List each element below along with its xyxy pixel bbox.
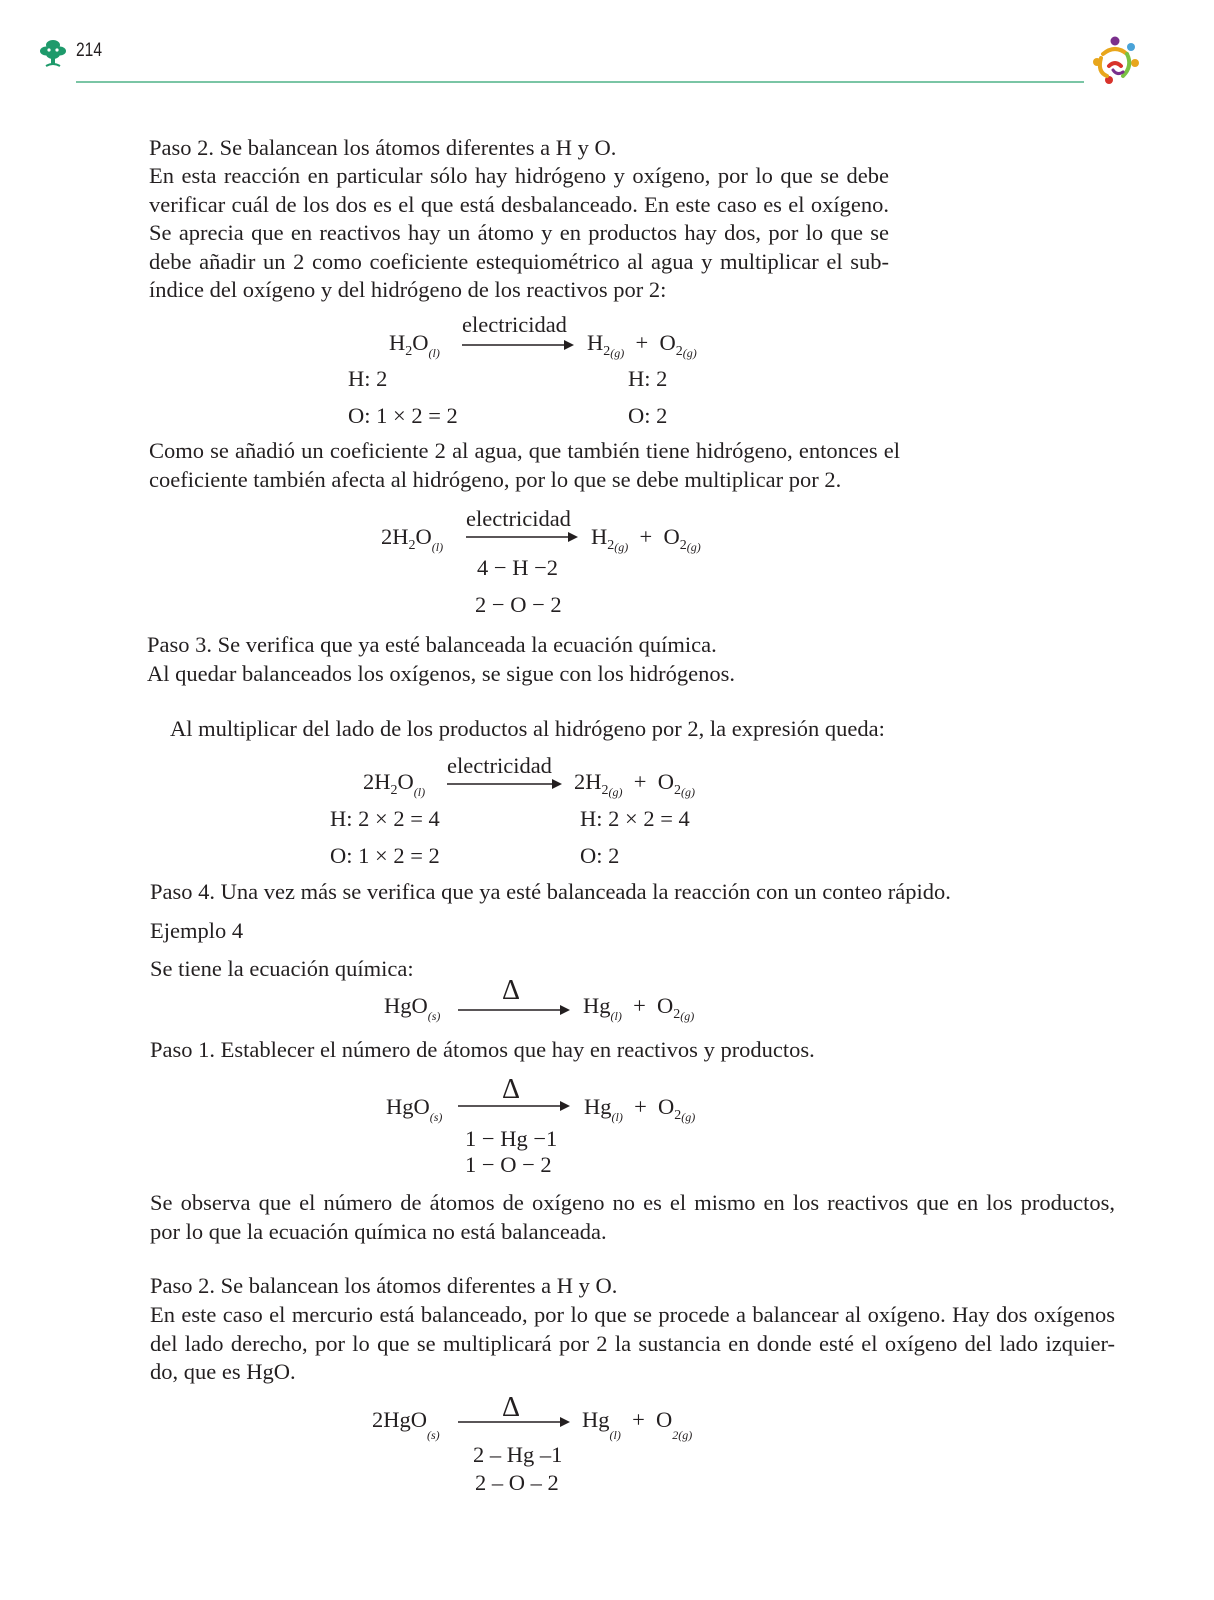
count-o-left: O: 1 × 2 = 2 [348,403,458,428]
text-line: debe añadir un 2 como coeficiente estequiométrico al agua y multiplicar el sub- [149,248,889,274]
text-line: En esta reacción en particular sólo hay hidrógeno y oxígeno, por lo que se debe [149,163,889,188]
count-o-left: O: 1 × 2 = 2 [330,843,440,868]
count-o: 2 − O − 2 [475,592,562,617]
text-line: Paso 3. Se verifica que ya esté balanceada la ecuación química. [147,632,717,657]
page-header [0,0,1214,100]
se-observa [150,1189,1115,1246]
count-hg: 1 − Hg −1 [465,1126,558,1151]
paso2-title: Paso 2. Se balancean los átomos diferentes a H y O. [149,135,617,160]
reactant: $2H_2O_{(l)}$ [381,524,444,554]
header-rule [76,81,1084,83]
products: $H_{2(g)} + O_{2(g)}$ [587,330,697,360]
reactant: $H_2O_{(l)}$ [389,330,440,360]
delta-symbol: Δ [502,1392,521,1423]
tree-icon [40,38,66,68]
count-o-right: O: 2 [580,843,620,868]
count-o-right: O: 2 [628,403,668,428]
reaction-arrow-icon [462,339,574,351]
reactant: 2HgO$_{(s)}$ [372,1407,440,1442]
products: $2H_{2(g)} + O_{2(g)}$ [574,769,695,799]
text-line: del lado derecho, por lo que se multiplicará por 2 la sustancia en donde esté el oxígeno del lado izquier- [150,1330,1115,1356]
text-line: Se aprecia que en reactivos hay un átomo y en productos hay dos, por lo que se [149,220,889,245]
count-o: 1 − O − 2 [465,1152,552,1177]
arrow-label: electricidad [462,312,567,337]
delta-symbol: Δ [502,1074,521,1105]
text-line: Se observa que el número de átomos de oxígeno no es el mismo en los reactivos que en los productos, [150,1190,1115,1215]
count-h-left: H: 2 [348,366,388,391]
products: $Hg_{(l)} + O_{2(g)}$ [583,993,695,1023]
paso1: Paso 1. Establecer el número de átomos que hay en reactivos y productos. [150,1037,815,1062]
como-body [149,437,900,494]
products: $Hg_{(l)} + O_{2(g)}$ [582,1407,693,1442]
paso2b-body [150,1301,1115,1387]
reaction-arrow-icon [458,1100,570,1112]
reactant: $2H_2O_{(l)}$ [363,769,426,799]
text-line: Al quedar balanceados los oxígenos, se sigue con los hidrógenos. [147,660,735,686]
text-line: índice del oxígeno y del hidrógeno de los reactivos por 2: [149,277,667,302]
count-h-right: H: 2 [628,366,668,391]
reaction-arrow-icon [447,778,562,790]
products: $Hg_{(l)} + O_{2(g)}$ [584,1094,696,1124]
count-h-left: H: 2 × 2 = 4 [330,806,440,831]
text-line: verificar cuál de los dos es el que está desbalanceado. En este caso es el oxígeno. [149,191,889,217]
count-hg: 2 – Hg –1 [473,1442,563,1467]
text-line: Como se añadió un coeficiente 2 al agua, que también tiene hidrógeno, entonces el [149,438,900,463]
reaction-arrow-icon [458,1004,570,1016]
text-line: do, que es HgO. [150,1359,296,1384]
paso4: Paso 4. Una vez más se verifica que ya esté balanceada la reacción con un conteo rápido. [150,879,951,904]
paso2-body [149,162,889,305]
paso2b-title: Paso 2. Se balancean los átomos diferentes a H y O. [150,1273,618,1298]
ejemplo4-heading: Ejemplo 4 [150,918,244,943]
count-h-right: H: 2 × 2 = 4 [580,806,690,831]
products: $H_{2(g)} + O_{2(g)}$ [591,524,701,554]
al-multiplicar: Al multiplicar del lado de los productos al hidrógeno por 2, la expresión queda: [170,716,885,741]
arrow-label: electricidad [447,753,552,778]
text-line: por lo que la ecuación química no está balanceada. [150,1218,607,1244]
reaction-arrow-icon [466,531,578,543]
arrow-label: electricidad [466,506,571,531]
count-o: 2 – O – 2 [475,1470,559,1495]
reactant: HgO$_{(s)}$ [384,993,441,1023]
page-number: 214 [76,40,102,61]
text-line: coeficiente también afecta al hidrógeno, por lo que se debe multiplicar por 2. [149,466,842,492]
reaction-arrow-icon [458,1416,570,1428]
text-line: En este caso el mercurio está balanceado, por lo que se procede a balancear al oxígeno. Hay dos oxígenos [150,1302,1115,1327]
delta-symbol: Δ [502,975,521,1006]
reactant: HgO$_{(s)}$ [386,1094,443,1124]
count-h: 4 − H −2 [477,555,559,580]
paso3 [147,631,735,688]
people-circle-logo-icon [1087,32,1143,88]
se-tiene: Se tiene la ecuación química: [150,956,414,981]
